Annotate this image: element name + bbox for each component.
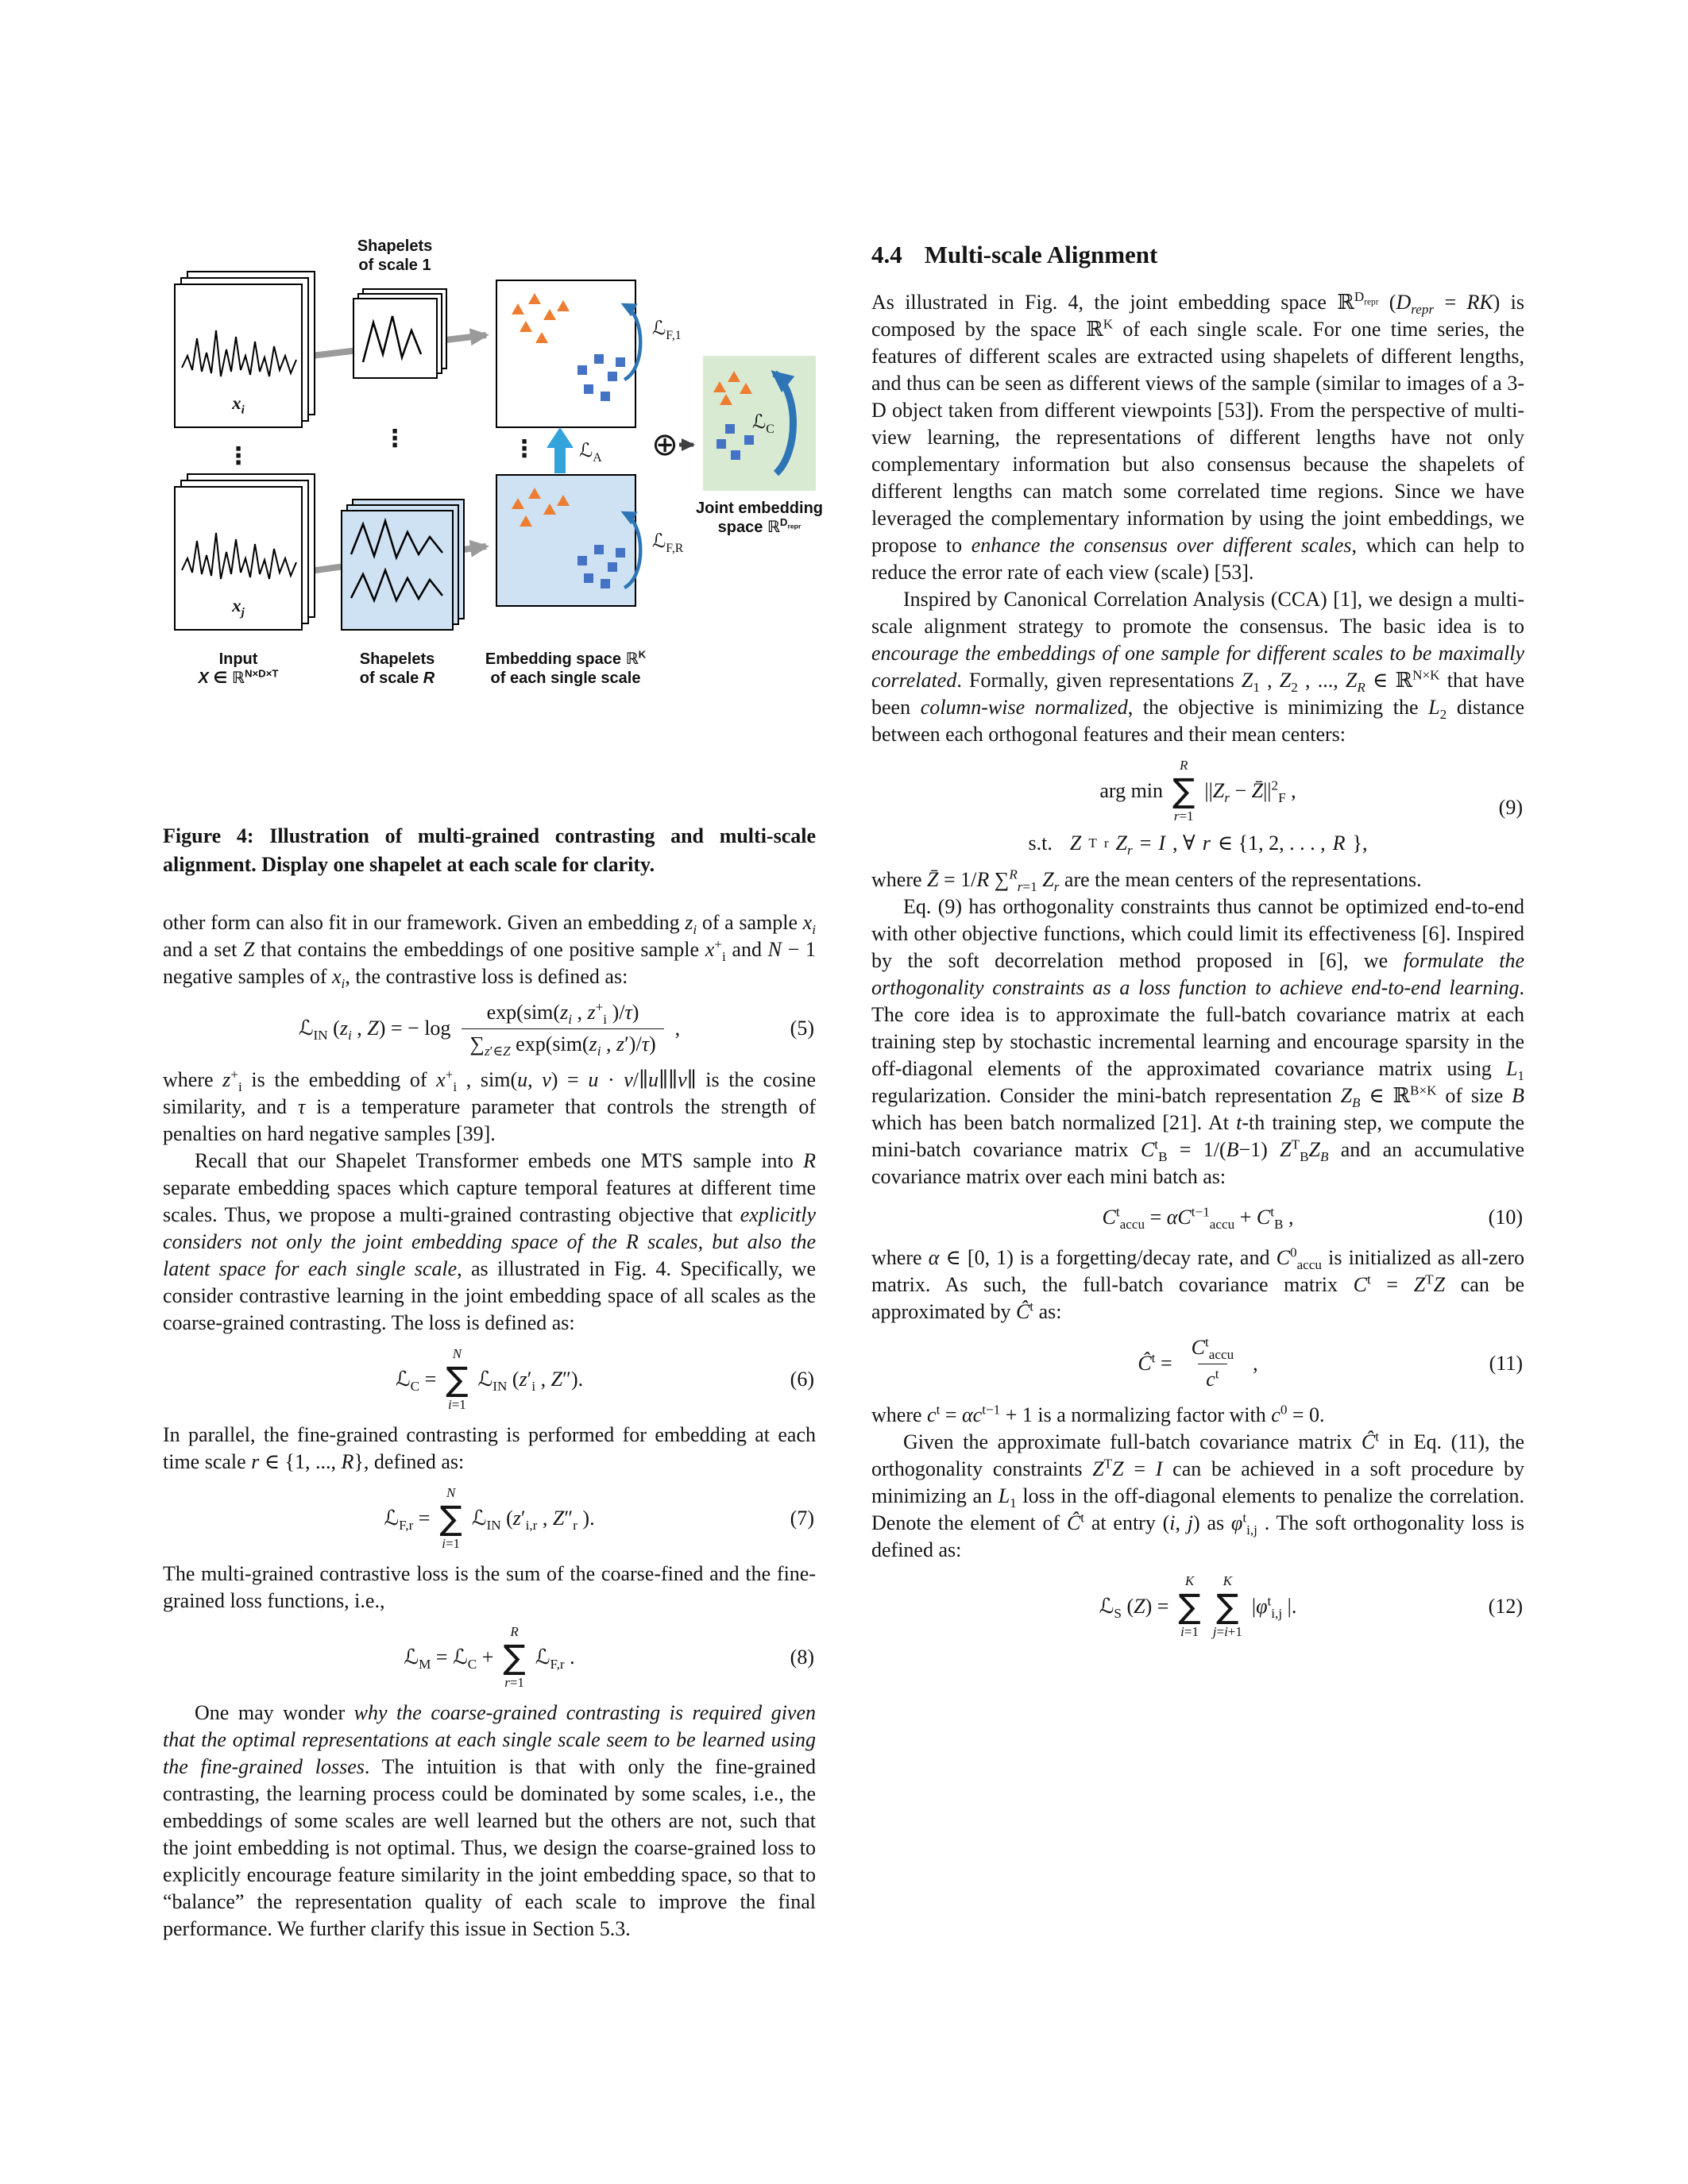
right-column <box>871 237 1524 2152</box>
paragraph: where $c^t = \alpha c^{t-1} + 1$ is a normalizing factor with $c^0 = 0$. <box>871 1402 1325 1427</box>
equation-number: (7) <box>790 1506 814 1530</box>
scale-ellipsis: ⋮ <box>512 435 536 463</box>
label-embedding-space: Embedding space ℝ$^K$ of each single scale <box>485 648 647 687</box>
embedding-panel-scaleR <box>496 475 640 606</box>
summation: K ∑ j=i+1 <box>1212 1573 1242 1639</box>
equation-11: $Ĉ^t$ = $\frac{C^t_{accu}}{c^t}$ , (11) <box>871 1335 1524 1392</box>
label-shapelets-scaleR: Shapelets of scale R <box>359 650 435 687</box>
label-xi: $x_i$ <box>232 393 245 417</box>
paragraph: Recall that our Shapelet Transformer embeds one MTS sample into R separate embedding spaces which capture temporal features at different time scales. Thus, we propose a multi-grained contrasting objective that explicitly considers not only the joint embedding space of the R scales, but also the latent space for each single scale, as illustrated in Fig. 4. Specifically, we consider contrastive learning in the joint embedding space of all scales as the coarse-grained contrasting. The loss is defined as: <box>163 1149 817 1334</box>
paragraph: Given the approximate full-batch covariance matrix $Ĉ^t$ in Eq. (11), the orthogonality constraints $Z^TZ = I$ can be achieved in a soft procedure by minimizing an $L_1$ loss in the off-diagonal elements to penalize the correlation. Denote the element of $Ĉ^t$ at entry (i, j) as $\varphi^t_{i,j}$ . The soft orthogonality loss is defined as: <box>871 1429 1525 1562</box>
label-loss-f1: ℒ$_{F,1}$ <box>652 318 682 342</box>
paragraph: In parallel, the fine-grained contrasting is performed for embedding at each time scale r ∈ {1, ..., R}, defined as: <box>163 1423 816 1474</box>
oplus-icon: ⊕ <box>651 426 678 463</box>
summation: R ∑ r=1 <box>503 1624 526 1690</box>
equation-5: ℒ$_{IN}$ ($z_i$ , Z) = − log $\frac{\exp(sim(z_i , z^+_i )/\tau)}{\sum_{z'\in Z} \exp(sim(z_i , z')/\tau)}$ , (5) <box>298 999 814 1059</box>
equation-number: (10) <box>1488 1206 1523 1229</box>
label-shapelets-scale1: Shapelets of scale 1 <box>357 237 433 274</box>
summation: K ∑ i=1 <box>1178 1573 1201 1639</box>
equation-number: (8) <box>790 1645 814 1669</box>
shapelet-ellipsis: ⋮ <box>383 425 407 453</box>
paragraph: As illustrated in Fig. 4, the joint embedding space ℝ$^{D_{repr}}$ $(D_{repr} = RK)$ is composed by the space ℝ$^K$ of each single scale. For one time series, the features of different scales are extracted using shapelets of different lengths, and thus can be seen as different views of the sample (similar to images of a 3-D object taken from different viewpoints [53]). From the perspective of multi-view learning, the representations of different lengths have not only complementary information but also consensus because the shapelets of different lengths can match some correlated time regions. Since we have leveraged the complementary information by using the joint embeddings, we propose to enhance the consensus over different scales, which can help to reduce the error rate of each view (scale) [53]. <box>871 289 1525 584</box>
equation-7: ℒ$_{F,r}$ = N ∑ i=1 ℒ$_{IN}$ ($z'_{i,r}$ , $Z''_r$ ). (7) <box>384 1485 814 1551</box>
equation-8: ℒ$_M$ = ℒ$_C$ + R ∑ r=1 ℒ$_{F,r}$ . (8) <box>404 1624 814 1690</box>
summation: R ∑ r=1 <box>1172 758 1196 824</box>
label-joint-space: Joint embedding space ℝ$^{D_{repr}}$ <box>696 500 823 536</box>
section-number: 4.4 <box>871 241 902 268</box>
shapelet-scale1-panel <box>353 289 446 378</box>
section-heading <box>871 240 1524 270</box>
label-input: Input X ∈ ℝ$^{N\times D\times T}$ <box>198 650 279 687</box>
shapelet-scaleR-panel <box>342 500 464 630</box>
equation-9: arg min R ∑ r=1 $||Z_r$ − $Z̄||^2_F$ , s.t. Z T r $Z_r$ = I , ∀ r ∈ {1, 2, . . . , R }, (9) <box>1028 758 1523 859</box>
label-xj: $x_j$ <box>232 596 245 619</box>
summation: N ∑ i=1 <box>446 1346 469 1412</box>
paragraph: where $z^+_i$ is the embedding of $x^+_i$ , sim(u, v) = u · v/∥u∥∥v∥ is the cosine similarity, and τ is a temperature parameter that controls the strength of penalties on hard negative samples [39]. <box>163 1067 817 1145</box>
paragraph: Eq. (9) has orthogonality constraints thus cannot be optimized end-to-end with other objective functions, which could limit its effectiveness [6]. Inspired by the soft decorrelation method proposed in [6], we formulate the orthogonality constraints as a loss function to achieve end-to-end learning. The core idea is to approximate the full-batch covariance matrix at each training step by stochastic incremental learning and encourage sparsity in the off-diagonal elements of the approximated covariance matrix using $L_1$ regularization. Consider the mini-batch representation $Z_B$ ∈ ℝ$^{B\times K}$ of size B which has been batch normalized [21]. At t-th training step, we compute the mini-batch covariance matrix $C^t_B = 1/(B-1)$ $Z^T_BZ_B$ and an accumulative covariance matrix over each mini batch as: <box>871 895 1524 1189</box>
paragraph: The multi-grained contrastive loss is the sum of the coarse-fined and the fine-grained loss functions, i.e., <box>163 1562 816 1613</box>
eq5-lhs: ℒ$_{IN}$ ($z_i$ , Z) = − log <box>298 1017 451 1044</box>
summation: N ∑ i=1 <box>439 1485 462 1551</box>
paragraph: Inspired by Canonical Correlation Analysis (CCA) [1], we design a multi-scale alignment strategy to promote the consensus. The basic idea is to encourage the embeddings of one sample for different scales to be maximally correlated. Formally, given representations $Z_1$ , $Z_2$ , ..., $Z_R$ ∈ ℝ$^{N\times K}$ that have been column-wise normalized, the objective is minimizing the $L_2$ distance between each orthogonal features and their mean centers: <box>871 588 1525 746</box>
equation-10: $C^t_{accu} = \alpha C^{t-1}_{accu} + C^t_B$ , (10) <box>1102 1204 1523 1233</box>
alignment-up-arrow <box>547 427 574 473</box>
paragraph: where α ∈ [0, 1) is a forgetting/decay rate, and $C^0_{accu}$ is initialized as all-zero matrix. As such, the full-batch covariance matrix $C^t = Z^TZ$ can be approximated by $Ĉ^t$ as: <box>871 1244 1524 1324</box>
equation-number: (5) <box>790 1017 814 1040</box>
figure-4-diagram <box>163 237 823 733</box>
embedding-panel-scale1 <box>496 280 640 427</box>
constraint-line: s.t. Z T r $Z_r$ = I , ∀ r ∈ {1, 2, . . . , R }, <box>1028 832 1368 859</box>
paragraph: where Z̄ = 1/R ∑$^R_{r=1}$ $Z_r$ are the mean centers of the representations. <box>871 866 1422 895</box>
label-loss-c: ℒ$_C$ <box>752 412 774 436</box>
equation-number: (12) <box>1488 1594 1523 1618</box>
left-column <box>163 237 823 2152</box>
input-ellipsis: ⋮ <box>226 442 250 470</box>
paragraph: One may wonder why the coarse-grained contrasting is required given that the optimal representations at each single scale seem to be learned using the fine-grained losses. The intuition is that with only the fine-grained contrasting, the learning process could be dominated by some scales, i.e., the embeddings of some scales are well learned but the others are not, such that the joint embedding is not optimal. Thus, we design the coarse-grained loss to explicitly encourage feature similarity in the joint embedding space, so that to “balance” the representation quality of each scale to improve the final performance. We further clarify this issue in Section 5.3. <box>163 1701 816 1941</box>
paragraph: other form can also fit in our framework. Given an embedding $z_i$ of a sample $x_i$ and a set Z that contains the embeddings of one positive sample $x^+_i$ and N − 1 negative samples of $x_i$, the contrastive loss is defined as: <box>163 911 816 992</box>
fraction: $\frac{\exp(sim(z_i , z^+_i )/\tau)}{\sum_{z'\in Z} \exp(sim(z_i , z')/\tau)}$ <box>462 1000 663 1057</box>
equation-6: ℒ$_C$ = N ∑ i=1 ℒ$_{IN}$ ($z'_i$ , Z″). (6) <box>395 1346 814 1412</box>
figure-4 <box>163 237 823 879</box>
equation-number: (9) <box>1498 795 1523 819</box>
label-loss-a: ℒ$_A$ <box>579 441 602 465</box>
fraction: $\frac{C^t_{accu}}{c^t}$ <box>1184 1335 1242 1392</box>
section-title: Multi-scale Alignment <box>924 241 1158 268</box>
equation-number: (11) <box>1489 1352 1523 1376</box>
label-loss-fr: ℒ$_{F,R}$ <box>652 531 684 555</box>
figure-4-caption: Figure 4: Illustration of multi-grained contrasting and multi-scale alignment. Display one shapelet at each scale for clarity. <box>163 824 816 876</box>
equation-number: (6) <box>790 1367 814 1391</box>
equation-12: ℒ$_S$ (Z) = K ∑ i=1 K ∑ j=i+1 $|\varphi^t_{i,j}$ |. (12) <box>1099 1573 1523 1639</box>
